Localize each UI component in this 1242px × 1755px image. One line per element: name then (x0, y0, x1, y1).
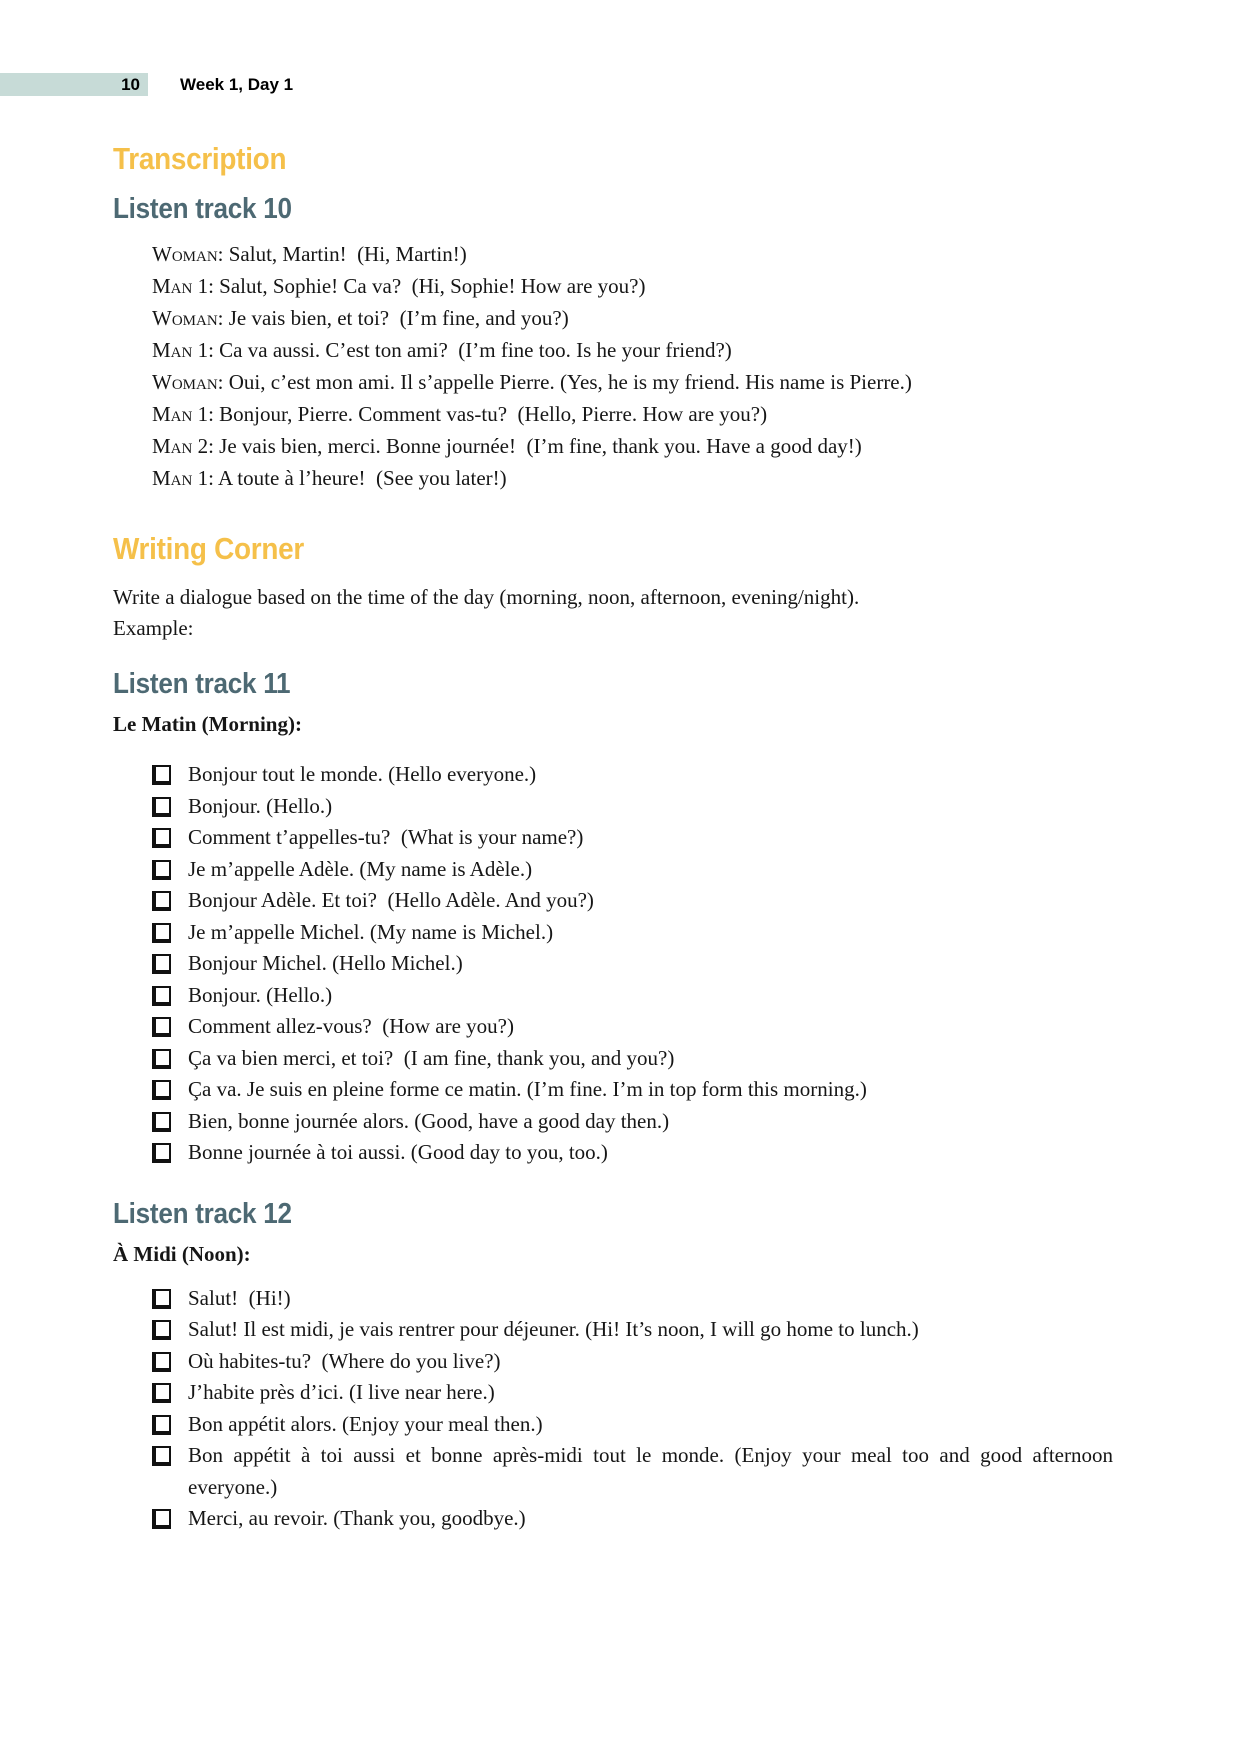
example-label: Example: (113, 616, 194, 640)
dialogue-line (113, 270, 1113, 302)
checkbox-icon (152, 1112, 171, 1132)
dialogue-line (113, 430, 1113, 462)
checklist-item (113, 1074, 1113, 1106)
dialogue-line (113, 398, 1113, 430)
checklist-item (113, 854, 1113, 886)
checklist-item-text: Ça va bien merci, et toi? (I am fine, thank you, and you?) (188, 1045, 675, 1070)
checkbox-icon (152, 1080, 171, 1100)
dialogue-speaker: Woman: (152, 306, 224, 330)
dialogue-speaker: Man 1: (152, 274, 214, 298)
checkbox-icon (152, 1509, 171, 1529)
heading-listen-track-12: Listen track 12 (113, 1197, 292, 1230)
checkbox-icon (152, 1352, 171, 1372)
checklist-item-text: Bonjour. (Hello.) (188, 793, 333, 818)
checklist-item (113, 1106, 1113, 1138)
checklist-item-text: Bonjour Michel. (Hello Michel.) (188, 951, 463, 975)
section-title-transcription: Transcription (113, 141, 287, 176)
checkbox-icon (152, 1415, 171, 1435)
checklist-item (113, 917, 1113, 949)
checkbox-icon (152, 828, 171, 848)
checklist-item-text: Bon appétit alors. (Enjoy your meal then.) (188, 1411, 543, 1436)
writing-instructions (113, 582, 1113, 644)
checklist-item-text: Bon appétit à toi aussi et bonne après-midi tout le monde. (Enjoy your meal too and good afternoon everyone.) (188, 1443, 1119, 1499)
checklist-item (113, 885, 1113, 917)
dialogue-speaker: Man 1: (152, 466, 214, 490)
checklist-item (113, 759, 1113, 791)
checkbox-icon (152, 860, 171, 880)
checkbox-icon (152, 797, 171, 817)
checklist-item-text: Je m’appelle Michel. (My name is Michel.) (188, 919, 554, 944)
checklist-item (113, 1283, 1113, 1315)
subtitle-a-midi: À Midi (Noon): (113, 1241, 251, 1266)
dialogue-text: Je vais bien, merci. Bonne journée! (I’m fine, thank you. Have a good day!) (213, 434, 862, 458)
dialogue-text: Salut, Martin! (Hi, Martin!) (223, 242, 467, 266)
instructions-text: Write a dialogue based on the time of the day (morning, noon, afternoon, evening/night). (113, 585, 860, 609)
checklist-item (113, 1346, 1113, 1378)
dialogue-speaker: Woman: (152, 370, 224, 394)
page-content (113, 141, 1119, 1535)
checklist-item-text: Ça va. Je suis en pleine forme ce matin. (I’m fine. I’m in top form this morning.) (188, 1077, 867, 1101)
heading-listen-track-10: Listen track 10 (113, 193, 292, 225)
dialogue-line (113, 302, 1113, 334)
checklist-item-text: Bonjour tout le monde. (Hello everyone.) (188, 762, 537, 786)
section-title-writing-corner: Writing Corner (113, 531, 305, 566)
checkbox-icon (152, 765, 171, 785)
checklist-item (113, 822, 1113, 854)
checklist-item-text: Bonjour Adèle. Et toi? (Hello Adèle. And you?) (188, 888, 594, 912)
checklist-item-text: Comment allez-vous? (How are you?) (188, 1014, 514, 1038)
heading-listen-track-11: Listen track 11 (113, 668, 291, 700)
dialogue-speaker: Woman: (152, 242, 224, 266)
checklist-item (113, 1011, 1113, 1043)
dialogue-line (113, 238, 1113, 270)
page-header-bar (0, 73, 148, 96)
dialogue-text: Bonjour, Pierre. Comment vas-tu? (Hello, Pierre. How are you?) (213, 402, 768, 426)
checklist-item (113, 791, 1113, 823)
checklist-item (113, 1137, 1113, 1169)
dialogue-text: Je vais bien, et toi? (I’m fine, and you?) (223, 306, 569, 330)
dialogue-line (113, 334, 1113, 366)
checkbox-icon (152, 891, 171, 911)
dialogue-speaker: Man 2: (152, 434, 214, 458)
dialogue-speaker: Man 1: (152, 338, 214, 362)
dialogue-text: Salut, Sophie! Ca va? (Hi, Sophie! How are you?) (213, 274, 646, 298)
dialogue-speaker: Man 1: (152, 402, 214, 426)
checkbox-icon (152, 954, 171, 974)
checklist-item (113, 1503, 1113, 1535)
checklist-item-text: J’habite près d’ici. (I live near here.) (188, 1380, 495, 1404)
checklist-noon (113, 1283, 1119, 1535)
checklist-item-text: Salut! (Hi!) (188, 1285, 291, 1310)
dialogue-line (113, 462, 1113, 494)
checkbox-icon (152, 1289, 171, 1309)
checklist-item-text: Je m’appelle Adèle. (My name is Adèle.) (188, 856, 533, 881)
subtitle-le-matin: Le Matin (Morning): (113, 712, 302, 736)
checklist-item-text: Bonne journée à toi aussi. (Good day to you, too.) (188, 1140, 608, 1164)
checkbox-icon (152, 986, 171, 1006)
checklist-item (113, 1043, 1113, 1075)
checklist-item (113, 1377, 1113, 1409)
checkbox-icon (152, 1320, 171, 1340)
checklist-item (113, 1440, 1119, 1503)
checklist-item (113, 948, 1113, 980)
checkbox-icon (152, 1383, 171, 1403)
checkbox-icon (152, 1446, 171, 1466)
dialogue-block (113, 238, 1113, 494)
checklist-item-text: Bien, bonne journée alors. (Good, have a good day then.) (188, 1108, 670, 1133)
checklist-item-text: Bonjour. (Hello.) (188, 982, 333, 1007)
checklist-morning (113, 759, 1113, 1169)
dialogue-line (113, 366, 1113, 398)
checklist-item (113, 1409, 1113, 1441)
checkbox-icon (152, 1017, 171, 1037)
dialogue-text: Oui, c’est mon ami. Il s’appelle Pierre. (Yes, he is my friend. His name is Pierre.) (223, 370, 912, 394)
checklist-item (113, 1314, 1113, 1346)
dialogue-text: A toute à l’heure! (See you later!) (213, 466, 507, 490)
checklist-item-text: Comment t’appelles-tu? (What is your name?) (188, 825, 584, 849)
checklist-item-text: Salut! Il est midi, je vais rentrer pour déjeuner. (Hi! It’s noon, I will go home to lunch.) (188, 1317, 919, 1341)
checklist-item-text: Où habites-tu? (Where do you live?) (188, 1348, 501, 1373)
checklist-item-text: Merci, au revoir. (Thank you, goodbye.) (188, 1506, 526, 1530)
checkbox-icon (152, 923, 171, 943)
page-number: 10 (121, 75, 140, 94)
dialogue-text: Ca va aussi. C’est ton ami? (I’m fine too. Is he your friend?) (213, 338, 732, 362)
checkbox-icon (152, 1143, 171, 1163)
checkbox-icon (152, 1049, 171, 1069)
checklist-item (113, 980, 1113, 1012)
page-header-title: Week 1, Day 1 (180, 75, 294, 94)
